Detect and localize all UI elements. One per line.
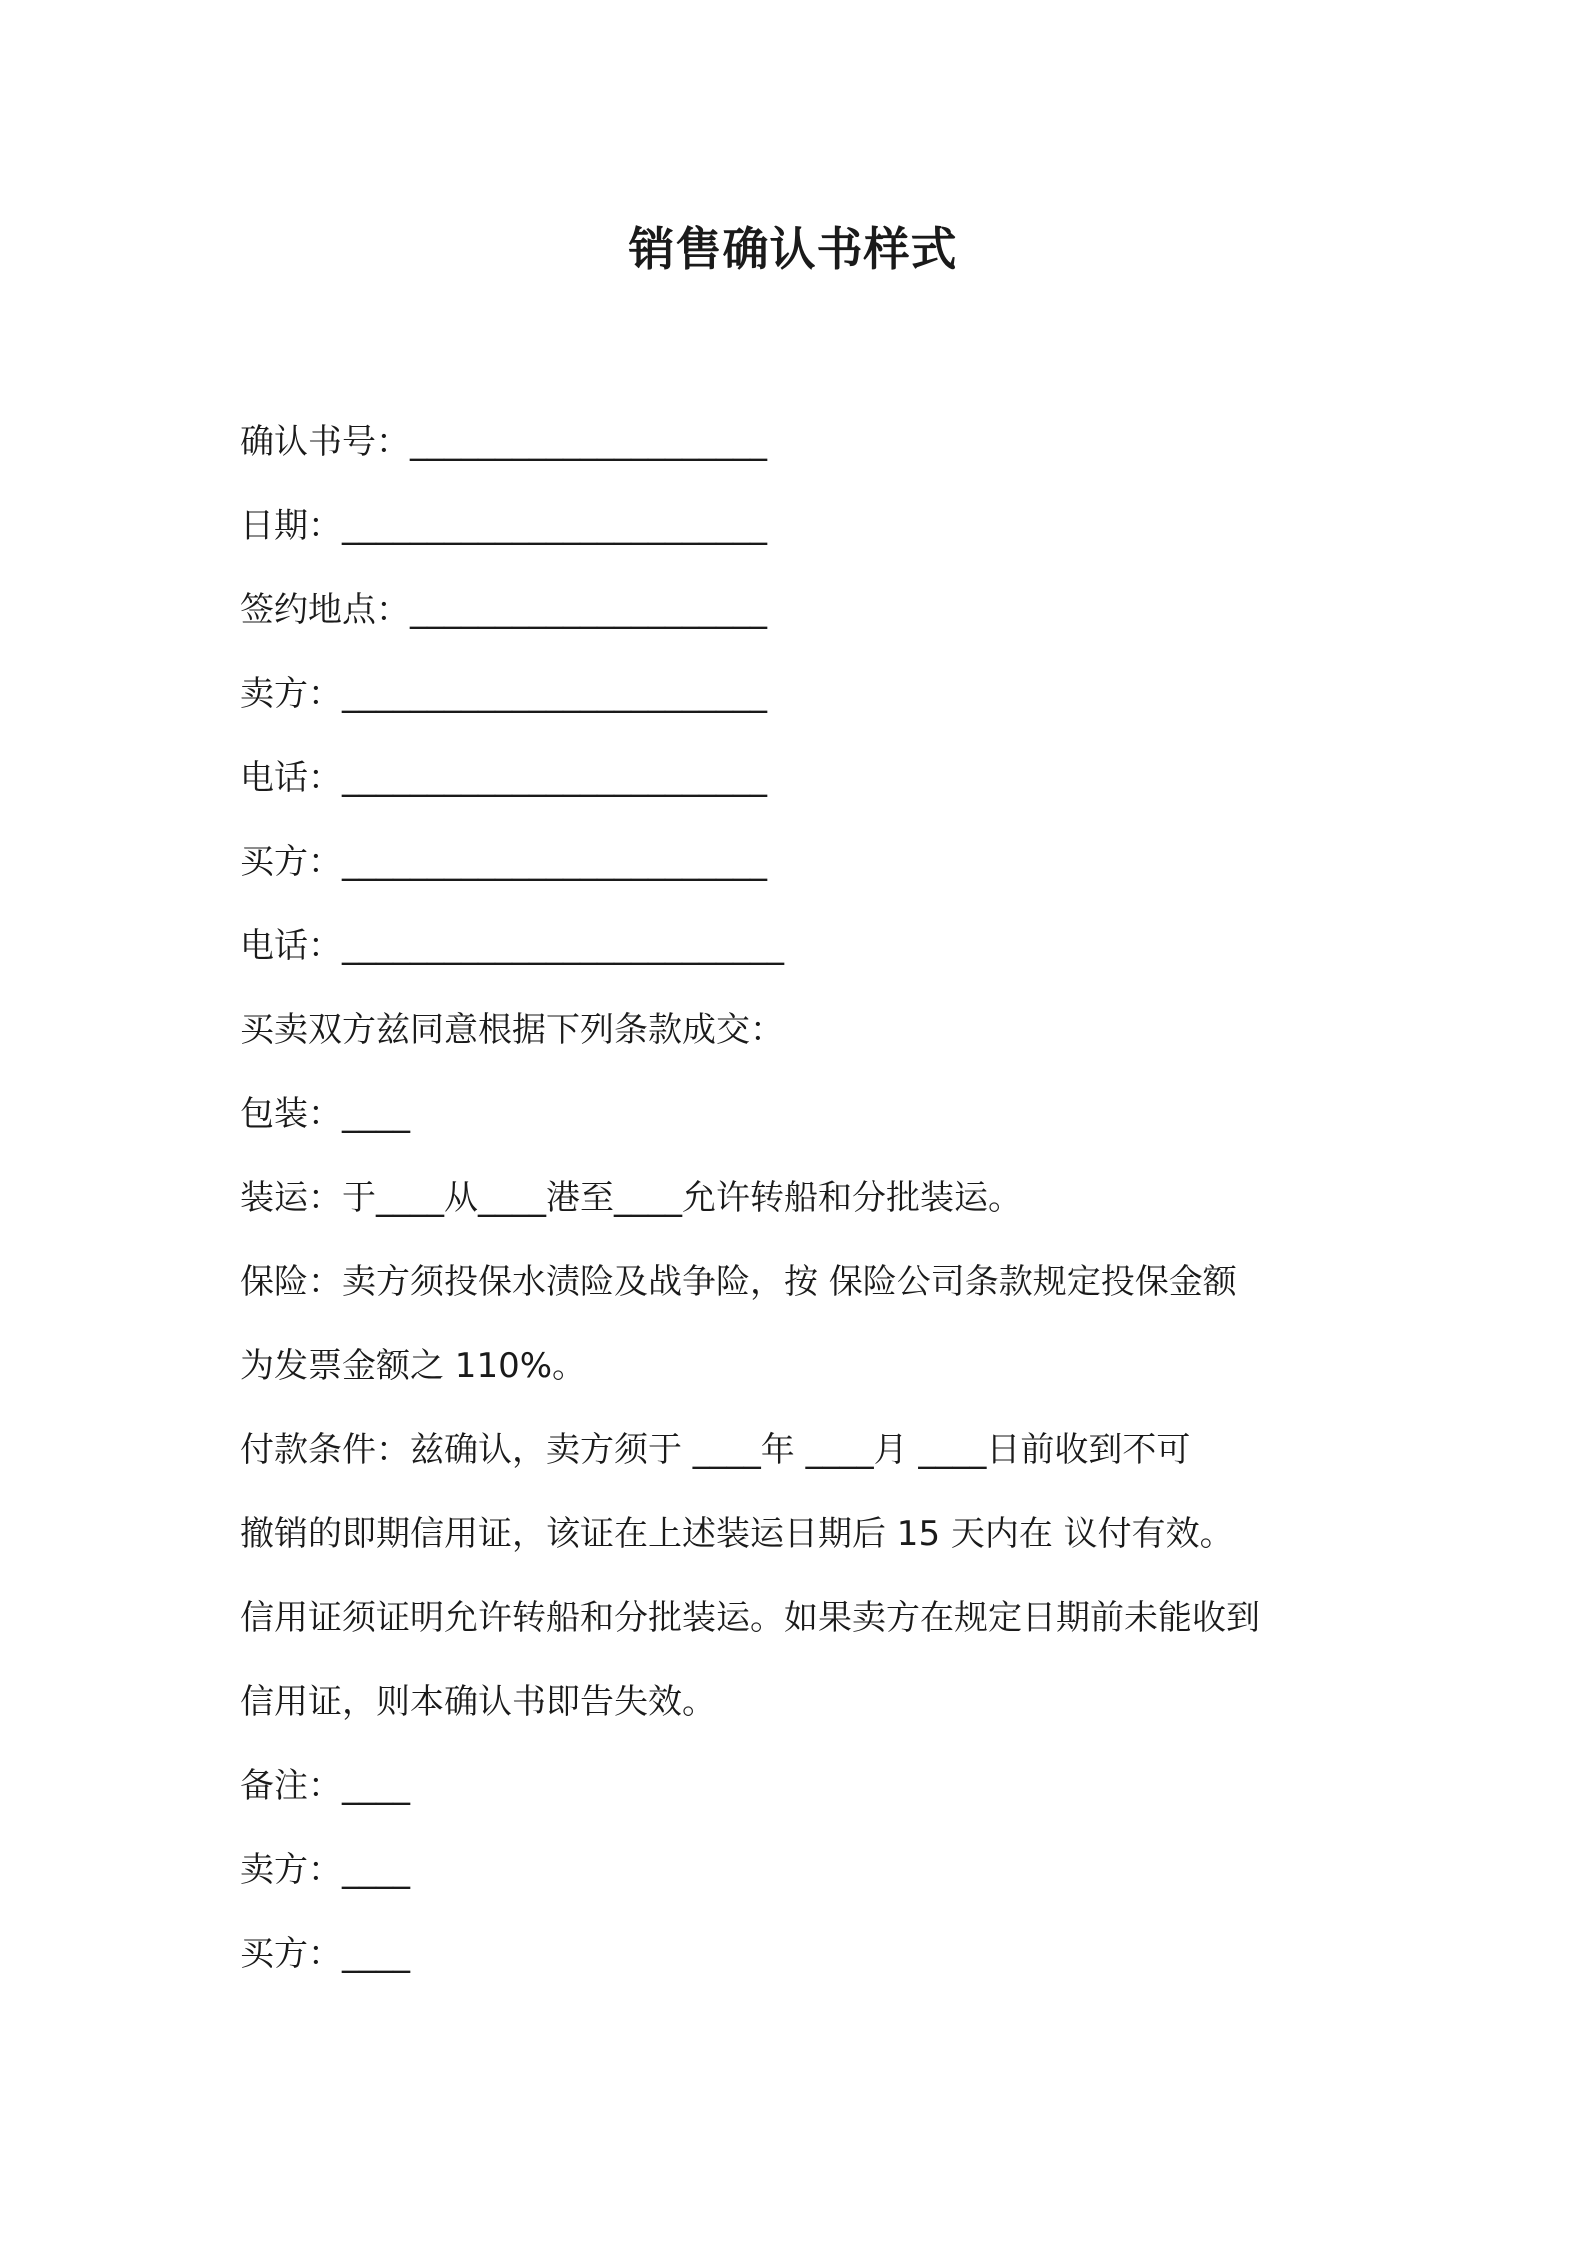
packing-line: 包装：____ [240,1094,410,1134]
seller-phone-line: 电话：_________________________ [240,758,767,798]
document-body [240,400,1380,1996]
confirmation-number-line: 确认书号：_____________________ [240,422,767,462]
seller-signature-line: 卖方：____ [240,1850,410,1890]
agreement-statement-line: 买卖双方兹同意根据下列条款成交： [240,1010,784,1050]
seller-line: 卖方：_________________________ [240,674,767,714]
buyer-signature-line: 买方：____ [240,1934,410,1974]
buyer-phone-line: 电话：__________________________ [240,926,784,966]
payment-terms-line-4: 信用证，则本确认书即告失效。 [240,1682,716,1722]
date-line: 日期：_________________________ [240,506,767,546]
insurance-line-1: 保险：卖方须投保水渍险及战争险，按 保险公司条款规定投保金额 [240,1262,1237,1302]
payment-terms-line-2: 撤销的即期信用证，该证在上述装运日期后 15 天内在 议付有效。 [240,1514,1234,1554]
insurance-line-2: 为发票金额之 110%。 [240,1346,587,1386]
signing-place-line: 签约地点：_____________________ [240,590,767,630]
remarks-line: 备注：____ [240,1766,410,1806]
payment-terms-line-3: 信用证须证明允许转船和分批装运。如果卖方在规定日期前未能收到 [240,1598,1260,1638]
shipment-line: 装运：于____从____港至____允许转船和分批装运。 [240,1178,1022,1218]
payment-terms-line-1: 付款条件：兹确认，卖方须于 ____年 ____月 ____日前收到不可 [240,1430,1191,1470]
document-title: 销售确认书样式 [628,222,958,276]
buyer-line: 买方：_________________________ [240,842,767,882]
